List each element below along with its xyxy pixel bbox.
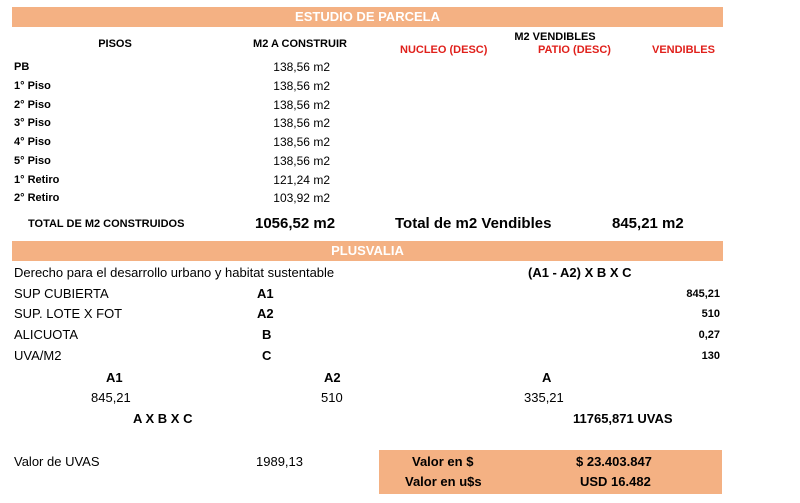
- formula: (A1 - A2) X B X C: [528, 265, 632, 280]
- floor-area: 138,56 m2: [273, 98, 330, 112]
- valor-pesos-label: Valor en $: [412, 454, 474, 469]
- floor-area: 103,92 m2: [273, 191, 330, 205]
- calc-value-a2: 510: [321, 390, 343, 405]
- product-value: 11765,871 UVAS: [573, 411, 673, 426]
- row-code: A1: [257, 286, 274, 301]
- floor-area: 138,56 m2: [273, 79, 330, 93]
- floor-name: 2° Piso: [14, 99, 51, 111]
- row-value: 845,21: [686, 288, 720, 300]
- row-value: 510: [701, 308, 720, 320]
- product-label: A X B X C: [133, 411, 193, 426]
- total-construidos-value: 1056,52 m2: [255, 215, 336, 232]
- floor-name: 1° Piso: [14, 80, 51, 92]
- row-code: C: [262, 348, 272, 363]
- floor-name: 1° Retiro: [14, 174, 60, 186]
- total-construidos-label: TOTAL DE M2 CONSTRUIDOS: [28, 218, 185, 230]
- floor-name: 5° Piso: [14, 155, 51, 167]
- floor-name: 4° Piso: [14, 136, 51, 148]
- col-header-vendibles: VENDIBLES: [652, 44, 715, 56]
- row-code: A2: [257, 306, 274, 321]
- estudio-parcela-band: ESTUDIO DE PARCELA: [12, 7, 723, 27]
- valor-pesos-value: $ 23.403.847: [576, 454, 652, 469]
- floor-name: 2° Retiro: [14, 192, 60, 204]
- col-header-patio: PATIO (DESC): [538, 44, 611, 56]
- plusvalia-band: PLUSVALIA: [12, 241, 723, 261]
- derecho-label: Derecho para el desarrollo urbano y habitat sustentable: [14, 265, 335, 280]
- total-vendibles-label: Total de m2 Vendibles: [395, 215, 552, 232]
- valor-uvas-label: Valor de UVAS: [14, 454, 100, 469]
- floor-name: PB: [14, 61, 30, 73]
- calc-value-a1: 845,21: [91, 390, 131, 405]
- col-header-nucleo: NUCLEO (DESC): [400, 44, 488, 56]
- row-label: SUP. LOTE X FOT: [14, 306, 123, 321]
- floor-area: 138,56 m2: [273, 154, 330, 168]
- m2-vendibles-header: M2 VENDIBLES: [514, 31, 596, 43]
- row-label: SUP CUBIERTA: [14, 286, 109, 301]
- col-header-m2-construir: M2 A CONSTRUIR: [253, 38, 347, 50]
- floor-area: 121,24 m2: [273, 173, 330, 187]
- floor-area: 138,56 m2: [273, 116, 330, 130]
- valor-uvas-value: 1989,13: [256, 454, 303, 469]
- row-value: 0,27: [698, 329, 720, 341]
- floor-area: 138,56 m2: [273, 60, 330, 74]
- row-label: UVA/M2: [14, 348, 62, 363]
- valor-usd-label: Valor en u$s: [405, 474, 482, 489]
- floor-name: 3° Piso: [14, 117, 51, 129]
- total-vendibles-value: 845,21 m2: [612, 215, 684, 232]
- calc-header-a: A: [542, 370, 552, 385]
- row-value: 130: [701, 350, 720, 362]
- row-label: ALICUOTA: [14, 327, 79, 342]
- row-code: B: [262, 327, 272, 342]
- calc-header-a1: A1: [106, 370, 123, 385]
- calc-value-a: 335,21: [524, 390, 564, 405]
- floor-area: 138,56 m2: [273, 135, 330, 149]
- valor-usd-value: USD 16.482: [580, 474, 651, 489]
- col-header-pisos: PISOS: [98, 38, 132, 50]
- calc-header-a2: A2: [324, 370, 341, 385]
